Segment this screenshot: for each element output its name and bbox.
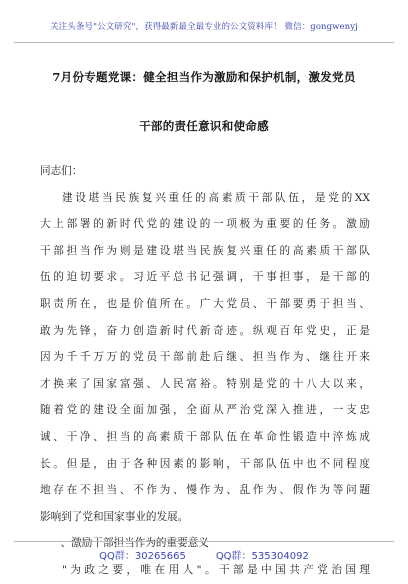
- banner-text: 关注头条号"公文研究"，获得最新最全最专业的公文资料库！ 微信：gongwenyj: [50, 22, 358, 32]
- body-line: 建设堪当民族复兴重任的高素质干部队伍，是党的XX: [62, 191, 370, 204]
- qq-group-2: QQ群：535304092: [215, 550, 309, 562]
- body-line: 地存在不担当、不作为、慢作为、乱作为、假作为等问题: [40, 484, 370, 497]
- greeting: 同志们：: [40, 165, 83, 177]
- body-line: 职责所在，也是价值所在。广大党员、干部要勇于担当、: [40, 297, 370, 310]
- document-title-line-2: 干部的责任意识和使命感: [139, 119, 269, 133]
- body-line: 长。但是，由于各种因素的影响，干部队伍中也不同程度: [40, 457, 370, 470]
- body-line: 大上部署的新时代党的建设的一项极为重要的任务。激励: [40, 218, 370, 231]
- body-line: 干部担当作为则是建设堪当民族复兴重任的高素质干部队: [40, 244, 370, 257]
- body-line: 伍的迫切要求。习近平总书记强调，干事担事，是干部的: [40, 271, 370, 284]
- header-banner: [14, 14, 394, 43]
- body-line: "为政之要，唯在用人"。干部是中国共产党治国理: [62, 563, 370, 576]
- document-body: [40, 158, 370, 584]
- body-line: 因为千千万万的党员干部前赴后继、担当作为、继往开来: [40, 351, 370, 364]
- body-line: 敢为先锋，奋力创造新时代新奇迹。纵观百年党史，正是: [40, 324, 370, 337]
- body-line: 诚、干净、担当的高素质干部队伍在革命性锻造中淬炼成: [40, 430, 370, 443]
- body-line: 才换来了国家富强、人民富裕。特别是党的十八大以来，: [40, 377, 370, 390]
- document-title-line-1: 7月份专题党课：健全担当作为激励和保护机制，激发党员: [52, 70, 356, 84]
- footer-bar: [14, 541, 394, 566]
- body-line: 影响到了党和国家事业的发展。: [40, 510, 189, 523]
- section-heading: 一、激励干部担当作为的重要意义: [50, 537, 209, 550]
- body-line: 随着党的建设全面加强，全面从严治党深入推进，一支忠: [40, 404, 370, 417]
- qq-group-1: QQ群：30265665: [99, 550, 186, 562]
